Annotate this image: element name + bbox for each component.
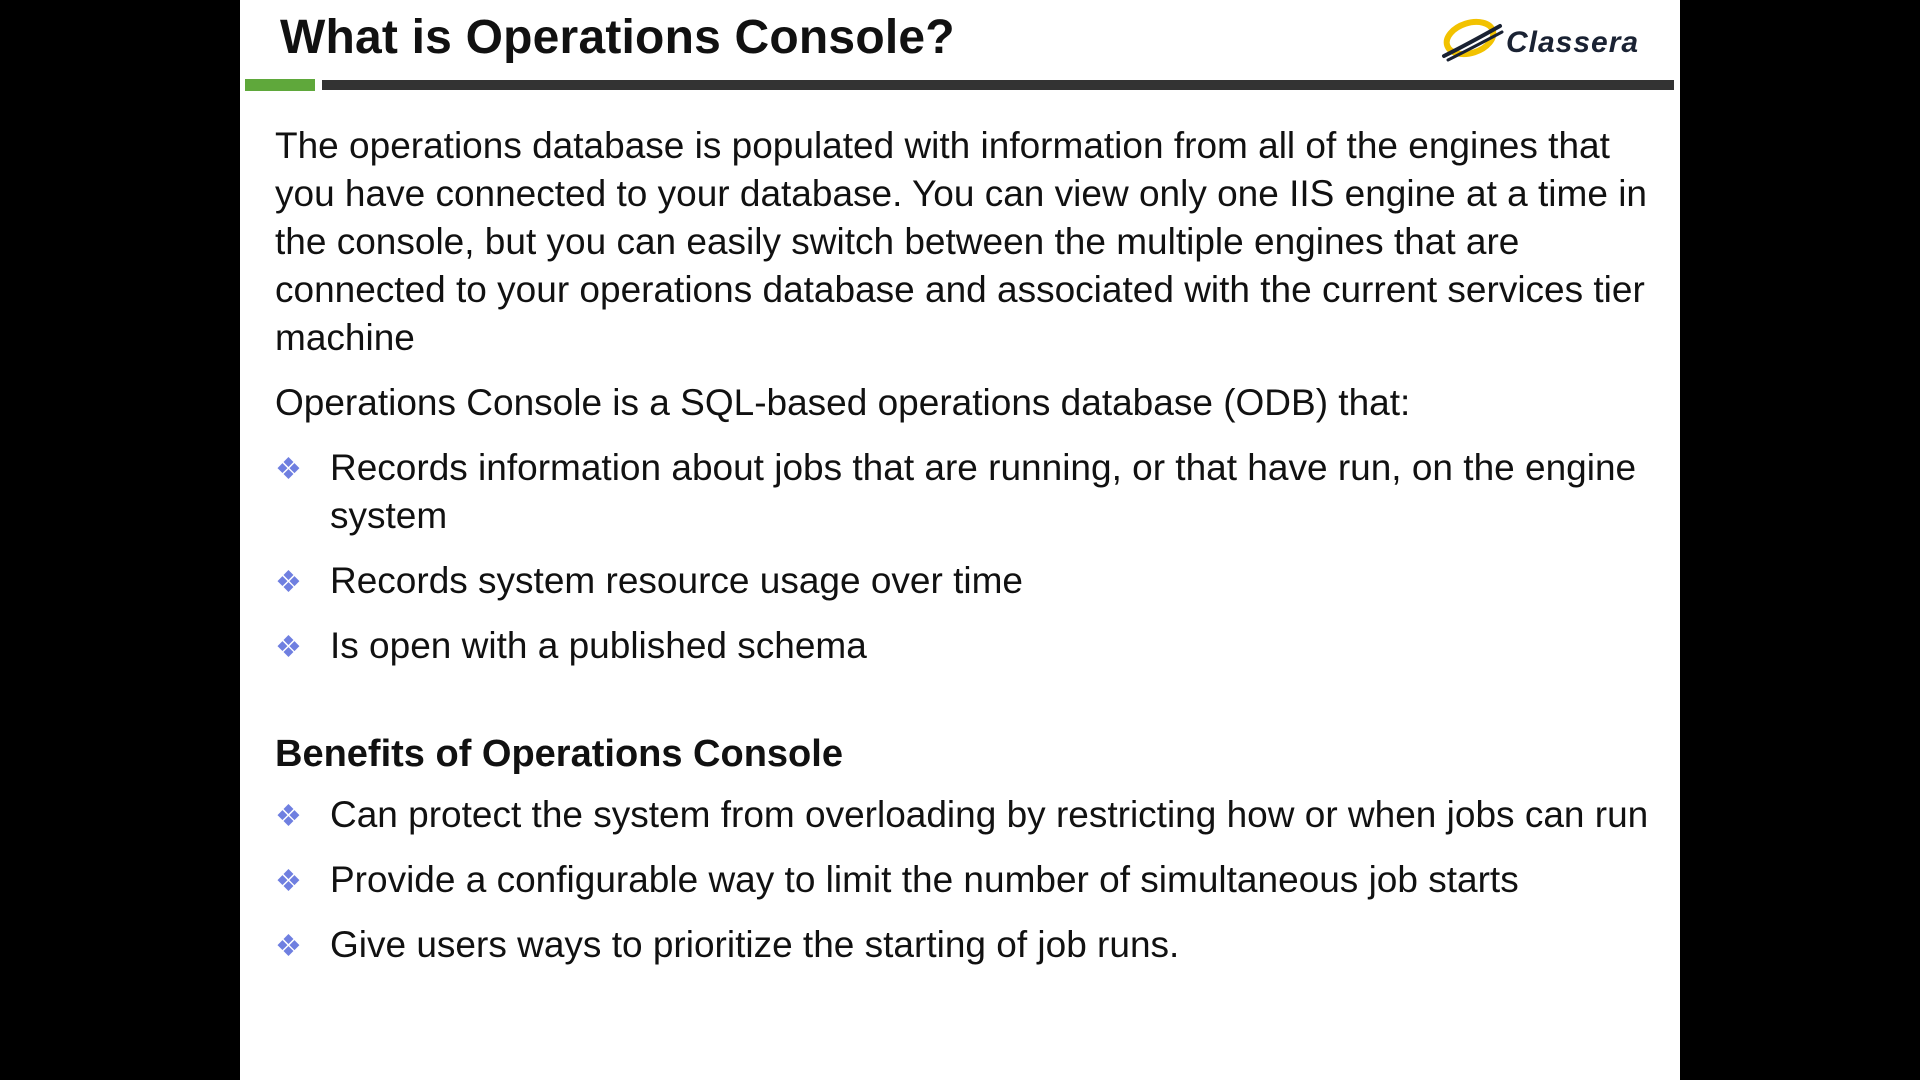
list-item bbox=[275, 791, 1655, 839]
list-item bbox=[275, 921, 1655, 969]
logo-wordmark: Classera bbox=[1506, 26, 1640, 59]
title-rule-accent bbox=[245, 79, 315, 91]
odb-paragraph: Operations Console is a SQL-based operations database (ODB) that: bbox=[275, 382, 1411, 423]
diamond-cluster-icon: ❖ bbox=[275, 453, 302, 486]
slide-title: What is Operations Console? bbox=[280, 11, 955, 64]
odb-bullet-list bbox=[275, 444, 1655, 670]
slide-content bbox=[275, 122, 1655, 986]
bullet-text: Provide a configurable way to limit the number of simultaneous job starts bbox=[330, 859, 1519, 900]
intro-paragraph: The operations database is populated with information from all of the engines that you have connected to your database. You can view only one IIS engine at a time in the console, but you can easily switch between the multiple engines that are connected to your operations database and associated with the current services tier machine bbox=[275, 125, 1647, 358]
title-rule bbox=[322, 80, 1674, 90]
list-item bbox=[275, 557, 1655, 605]
benefits-heading: Benefits of Operations Console bbox=[275, 733, 843, 775]
bullet-text: Give users ways to prioritize the starting of job runs. bbox=[330, 924, 1180, 965]
slide bbox=[240, 0, 1680, 1080]
bullet-text: Records system resource usage over time bbox=[330, 560, 1023, 601]
classera-logo bbox=[1438, 14, 1660, 66]
benefits-bullet-list bbox=[275, 791, 1655, 969]
diamond-cluster-icon: ❖ bbox=[275, 566, 302, 599]
bullet-text: Records information about jobs that are running, or that have run, on the engine system bbox=[330, 447, 1637, 536]
list-item bbox=[275, 856, 1655, 904]
bullet-text: Can protect the system from overloading by restricting how or when jobs can run bbox=[330, 794, 1649, 835]
diamond-cluster-icon: ❖ bbox=[275, 800, 302, 833]
diamond-cluster-icon: ❖ bbox=[275, 930, 302, 963]
diamond-cluster-icon: ❖ bbox=[275, 865, 302, 898]
list-item bbox=[275, 444, 1655, 540]
classera-swoosh-icon bbox=[1438, 14, 1504, 66]
bullet-text: Is open with a published schema bbox=[330, 625, 867, 666]
diamond-cluster-icon: ❖ bbox=[275, 631, 302, 664]
list-item bbox=[275, 622, 1655, 670]
